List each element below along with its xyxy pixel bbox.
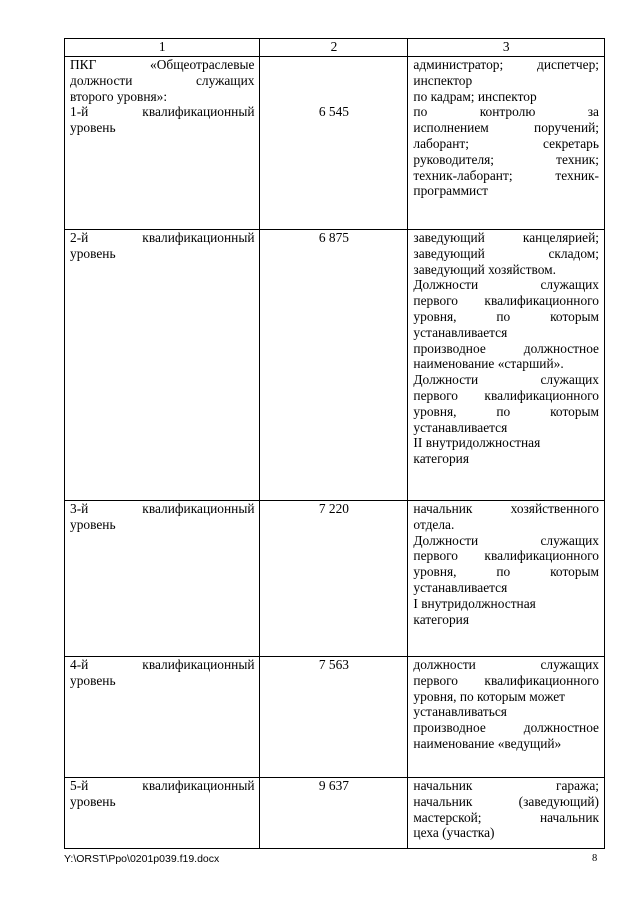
level-name-line: уровень — [70, 120, 116, 136]
group-title-line: должности служащих — [70, 72, 255, 88]
position-line: программист — [413, 183, 489, 199]
level-name-line: 2-й квалификационный — [70, 230, 255, 245]
table-row — [65, 778, 605, 849]
positions-cell — [408, 657, 605, 778]
level-name-line: 4-й квалификационный — [70, 657, 255, 672]
position-line: наименование «ведущий» — [413, 735, 562, 751]
position-line: уровня, по которым может — [413, 688, 565, 704]
salary-value: 6 875 — [318, 230, 350, 245]
level-name-cell — [65, 501, 260, 657]
position-line: устанавливаться — [413, 704, 507, 720]
level-name-cell — [65, 778, 260, 849]
salary-cell — [260, 778, 408, 849]
position-line: заведующий хозяйством. — [413, 261, 556, 277]
position-line: первого квалификационного — [413, 387, 599, 403]
position-line: первого квалификационного — [413, 672, 599, 688]
table-row — [65, 57, 605, 230]
salary-value: 9 637 — [318, 778, 350, 793]
position-line: Должности служащих — [413, 277, 599, 293]
position-line: техник-лаборант; техник- — [413, 167, 599, 183]
position-line: категория — [413, 451, 469, 467]
position-line: категория — [413, 611, 469, 627]
positions-cell — [408, 57, 605, 230]
position-line: начальник (заведующий) — [413, 793, 599, 809]
table-row — [65, 657, 605, 778]
level-name-line: 1-й квалификационный — [70, 104, 255, 120]
level-name-line: уровень — [70, 245, 116, 261]
salary-value: 6 545 — [318, 104, 350, 119]
position-line: лаборант; секретарь — [413, 135, 599, 151]
position-line: начальник хозяйственного — [413, 501, 599, 516]
position-line: по кадрам; инспектор — [413, 88, 537, 104]
position-line: наименование «старший». — [413, 356, 564, 372]
salary-cell — [260, 657, 408, 778]
salary-table — [64, 38, 605, 849]
level-name-cell — [65, 657, 260, 778]
position-line: II внутридолжностная — [413, 435, 541, 451]
position-line: производное должностное — [413, 340, 599, 356]
positions-cell — [408, 778, 605, 849]
position-line: по контролю за — [413, 104, 599, 120]
level-name-line: уровень — [70, 516, 116, 532]
salary-cell — [260, 230, 408, 501]
salary-value: 7 563 — [318, 657, 350, 672]
level-name-cell — [65, 57, 260, 230]
position-line: уровня, по которым — [413, 308, 599, 324]
salary-value: 7 220 — [318, 501, 350, 516]
level-name-cell — [65, 230, 260, 501]
position-line: I внутридолжностная — [413, 595, 536, 611]
position-line: должности служащих — [413, 657, 599, 672]
group-title-line: второго уровня»: — [70, 88, 168, 104]
header-col-2: 2 — [260, 39, 408, 57]
table-row — [65, 230, 605, 501]
salary-cell — [260, 501, 408, 657]
level-name-line: уровень — [70, 793, 116, 809]
level-name-line: 3-й квалификационный — [70, 501, 255, 516]
footer-page-number: 8 — [592, 853, 598, 864]
position-line: инспектор — [413, 72, 473, 88]
position-line: Должности служащих — [413, 532, 599, 548]
group-title-line: ПКГ «Общеотраслевые — [70, 57, 255, 72]
table-header-row — [65, 39, 605, 57]
position-line: устанавливается — [413, 419, 508, 435]
level-name-line: 5-й квалификационный — [70, 778, 255, 793]
positions-cell — [408, 501, 605, 657]
position-line: устанавливается — [413, 324, 508, 340]
position-line: мастерской; начальник — [413, 809, 599, 825]
position-line: исполнением поручений; — [413, 120, 599, 136]
position-line: цеха (участка) — [413, 825, 495, 841]
position-line: первого квалификационного — [413, 548, 599, 564]
position-line: заведующий складом; — [413, 245, 599, 261]
position-line: первого квалификационного — [413, 293, 599, 309]
salary-cell — [260, 57, 408, 230]
position-line: Должности служащих — [413, 372, 599, 388]
position-line: производное должностное — [413, 720, 599, 736]
position-line: отдела. — [413, 516, 455, 532]
position-line: уровня, по которым — [413, 403, 599, 419]
position-line: начальник гаража; — [413, 778, 599, 793]
position-line: уровня, по которым — [413, 564, 599, 580]
header-col-1: 1 — [65, 39, 260, 57]
footer-file-path: Y:\ORST\Ppo\0201p039.f19.docx — [64, 853, 220, 865]
position-line: администратор; диспетчер; — [413, 57, 599, 72]
positions-cell — [408, 230, 605, 501]
level-name-line: уровень — [70, 672, 116, 688]
position-line: руководителя; техник; — [413, 151, 599, 167]
position-line: устанавливается — [413, 579, 508, 595]
table-row — [65, 501, 605, 657]
header-col-3: 3 — [408, 39, 605, 57]
position-line: заведующий канцелярией; — [413, 230, 599, 245]
